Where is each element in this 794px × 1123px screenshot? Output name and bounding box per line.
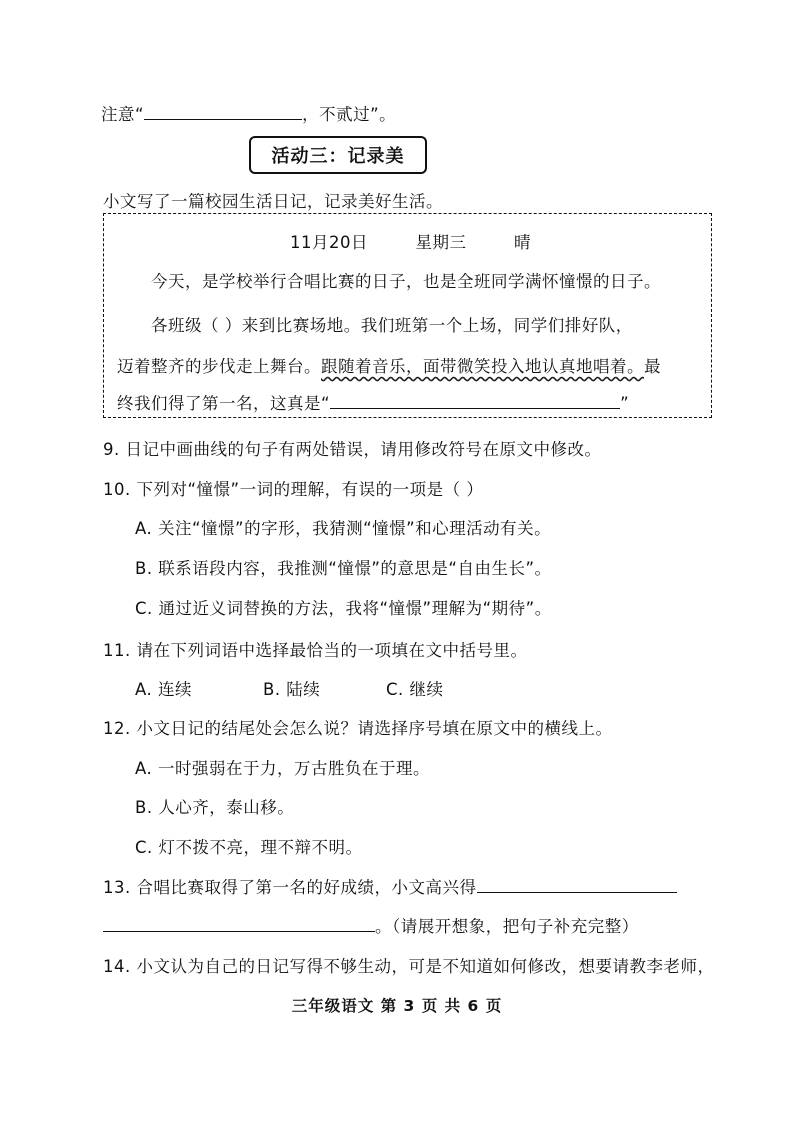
top-line-prefix: 注意“ (101, 105, 145, 124)
top-line (101, 101, 396, 125)
question-13-stem: 13. 合唱比赛取得了第一名的好成绩，小文高兴得 (103, 878, 477, 897)
question-13-tail: 。（请展开想象，把句子补充完整） (375, 917, 639, 936)
question-13-line-2 (103, 913, 639, 937)
question-10-stem: 10. 下列对“憧憬”一词的理解，有误的一项是（ ） (103, 480, 484, 499)
question-13-blank-2[interactable] (103, 917, 375, 932)
activity-title: 活动三：记录美 (249, 136, 427, 174)
diary-paragraph-1: 今天，是学校举行合唱比赛的日子，也是全班同学满怀憧憬的日子。 (151, 272, 661, 291)
diary-p3-suffix: ” (620, 394, 630, 413)
question-11-stem: 11. 请在下列词语中选择最恰当的一项填在文中括号里。 (103, 641, 528, 660)
question-14: 14. 小文认为自己的日记写得不够生动，可是不知道如何修改，想要请教李老师， (103, 957, 715, 976)
question-10-option-a: A. 关注“憧憬”的字形，我猜测“憧憬”和心理活动有关。 (135, 519, 552, 538)
question-9: 9. 日记中画曲线的句子有两处错误，请用修改符号在原文中修改。 (103, 440, 602, 459)
top-line-blank[interactable] (144, 105, 302, 120)
diary-line-end: 最 (644, 357, 661, 376)
question-12-option-a: A. 一时强弱在于力，万古胜负在于理。 (135, 759, 430, 778)
diary-weather: 晴 (514, 233, 531, 252)
diary-date: 11月20日 (290, 233, 368, 252)
diary-paragraph-2b (117, 353, 661, 377)
question-12-stem: 12. 小文日记的结尾处会怎么说？请选择序号填在原文中的横线上。 (103, 719, 613, 738)
question-10-option-c: C. 通过近义词替换的方法，我将“憧憬”理解为“期待”。 (135, 599, 552, 618)
question-11-option-b: B. 陆续 (263, 680, 321, 699)
question-13-blank-1[interactable] (477, 878, 677, 893)
diary-paragraph-3 (117, 390, 629, 414)
question-11-option-c: C. 继续 (386, 680, 444, 699)
diary-ending-blank[interactable] (330, 394, 620, 409)
question-11-option-a: A. 连续 (135, 680, 192, 699)
intro-text: 小文写了一篇校园生活日记，记录美好生活。 (103, 192, 443, 211)
diary-wavy-sentence[interactable]: 跟随着音乐，面带微笑投入地认真地唱着。 (321, 357, 644, 376)
diary-paragraph-2a: 各班级（ ）来到比赛场地。我们班第一个上场，同学们排好队， (151, 316, 633, 335)
question-12-option-c: C. 灯不拨不亮，理不辩不明。 (135, 838, 363, 857)
diary-plain-text: 迈着整齐的步伐走上舞台。 (117, 357, 321, 376)
question-13-line-1 (103, 874, 677, 898)
diary-p3-prefix: 终我们得了第一名，这真是“ (117, 394, 331, 413)
top-line-suffix: ，不贰过”。 (302, 105, 397, 124)
diary-weekday: 星期三 (415, 233, 467, 252)
question-10-option-b: B. 联系语段内容，我推测“憧憬”的意思是“自由生长”。 (135, 559, 552, 578)
question-12-option-b: B. 人心齐，泰山移。 (135, 798, 295, 817)
page-footer: 三年级语文 第 3 页 共 6 页 (291, 997, 503, 1015)
diary-header (290, 229, 531, 253)
